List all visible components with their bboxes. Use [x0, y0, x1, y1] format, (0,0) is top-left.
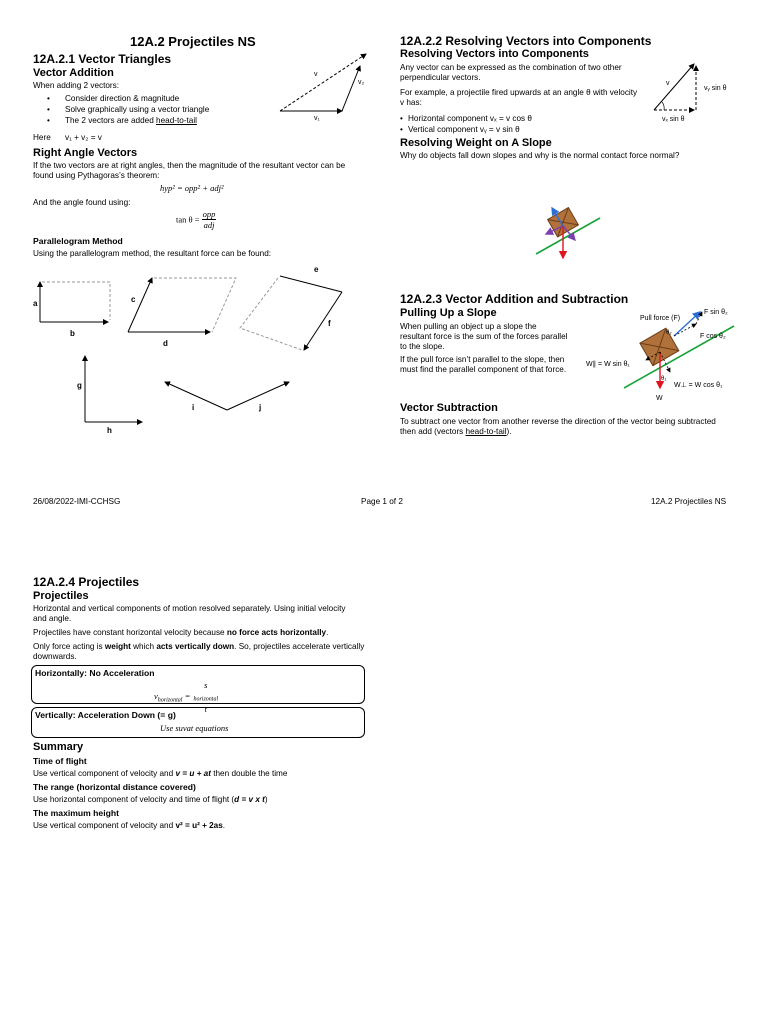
projectiles-text-1: Horizontal and vertical components of motion resolved separately. Using initial velocity and angle. — [33, 604, 346, 623]
label-v1: v₁ — [314, 115, 320, 122]
footer-date: 26/08/2022-IMI-CCHSG — [33, 497, 121, 506]
pulling-text-1: When pulling an object up a slope the resultant force is the sum of the forces parallel to the slope. — [400, 322, 568, 351]
svg-text:h: h — [107, 426, 112, 435]
svg-text:Pull force (F): Pull force (F) — [640, 315, 681, 322]
section-addition-subtraction-heading: 12A.2.3 Vector Addition and Subtraction — [400, 292, 629, 306]
parallelogram-figure — [30, 262, 370, 440]
parallelogram-heading: Parallelogram Method — [33, 236, 123, 246]
summary-item-text: Use vertical component of velocity and v² = u² + 2as. — [33, 821, 226, 830]
svg-text:v: v — [666, 80, 670, 87]
list-item: • Horizontal component vₓ = v cos θ — [400, 113, 640, 124]
svg-text:F sin θ₂: F sin θ₂ — [704, 309, 728, 316]
pull-force-figure — [584, 304, 760, 404]
label-v: v — [314, 71, 318, 78]
projectiles-text-3: Only force acting is weight which acts vertically down. So, projectiles accelerate vertically downwards. — [33, 642, 365, 661]
head-to-tail-link: head-to-tail — [465, 427, 507, 436]
svg-text:c: c — [131, 295, 136, 304]
svg-text:vᵧ sin θ: vᵧ sin θ — [704, 85, 727, 92]
svg-text:i: i — [192, 403, 195, 412]
svg-text:W⊥ = W cos θ₁: W⊥ = W cos θ₁ — [674, 382, 723, 389]
section-resolving-heading: 12A.2.2 Resolving Vectors into Components — [400, 34, 652, 48]
components-figure — [648, 60, 748, 126]
right-angle-vectors-heading: Right Angle Vectors — [33, 147, 138, 159]
svg-text:a: a — [33, 299, 38, 308]
pythagoras-equation: hyp² = opp² + adj² — [160, 183, 224, 193]
svg-text:d: d — [163, 339, 168, 348]
list-item: • Solve graphically using a vector triangle — [33, 104, 293, 115]
svg-text:g: g — [77, 381, 82, 390]
summary-heading: Summary — [33, 741, 84, 753]
components-list — [400, 113, 640, 135]
svg-text:e: e — [314, 265, 319, 274]
svg-text:θ₁: θ₁ — [661, 376, 667, 382]
svg-text:b: b — [70, 329, 75, 338]
vector-addition-intro: When adding 2 vectors: — [33, 81, 120, 90]
resolving-text-1: Any vector can be expressed as the combination of two other perpendicular vectors. — [400, 63, 622, 82]
svg-text:W∥ = W sin θ₁: W∥ = W sin θ₁ — [586, 361, 630, 368]
footer-page-number: Page 1 of 2 — [361, 497, 403, 506]
horizontal-box — [31, 665, 365, 714]
svg-text:W: W — [656, 395, 663, 402]
pulling-up-slope-heading: Pulling Up a Slope — [400, 307, 497, 319]
list-item: • Vertical component vᵧ = v sin θ — [400, 124, 640, 135]
summary-item-title: The range (horizontal distance covered) — [33, 782, 196, 792]
angle-text: And the angle found using: — [33, 198, 131, 207]
summary-item-title: The maximum height — [33, 808, 119, 818]
footer-title: 12A.2 Projectiles NS — [651, 497, 727, 506]
page-title: 12A.2 Projectiles NS — [130, 34, 256, 49]
vector-subtraction-heading: Vector Subtraction — [400, 402, 498, 414]
horizontal-velocity-equation: $v_{horizontal}$ = s $_{horizontal}$ t — [154, 680, 219, 714]
vector-v2 — [342, 66, 360, 111]
tan-equation: tan θ = $\frac{\text{opp}}{\text{adj}}$ — [176, 209, 216, 230]
horizontal-box-title: Horizontally: No Acceleration — [35, 668, 155, 678]
head-to-tail-link: head-to-tail — [156, 116, 197, 125]
vertical-box — [31, 707, 365, 738]
weight-on-slope-text: Why do objects fall down slopes and why is the normal contact force normal? — [400, 151, 680, 160]
svg-text:vₓ sin θ: vₓ sin θ — [662, 116, 685, 123]
section-vector-triangles-heading: 12A.2.1 Vector Triangles — [33, 52, 172, 66]
svg-text:f: f — [328, 319, 331, 328]
summary-item-title: Time of flight — [33, 756, 87, 766]
svg-text:θ₂: θ₂ — [666, 330, 672, 336]
weight-on-slope-heading: Resolving Weight on A Slope — [400, 137, 552, 149]
label-v2: v₂ — [358, 79, 365, 86]
parallelogram-text: Using the parallelogram method, the resultant force can be found: — [33, 249, 272, 258]
vector-subtraction-text: To subtract one vector from another reverse the direction of the vector being subtracted then add (vectors head-to-tail). — [400, 417, 716, 436]
here-label: Here — [33, 133, 51, 142]
vector-sum-equation: v₁ + v₂ = v — [65, 133, 102, 142]
projectiles-subheading: Projectiles — [33, 590, 89, 602]
resolving-subheading: Resolving Vectors into Components — [400, 48, 589, 60]
summary-item-text: Use vertical component of velocity and v = u + at then double the time — [33, 769, 288, 778]
right-angle-text: If the two vectors are at right angles, then the magnitude of the resultant vector can be found using Pythagoras’s theorem: — [33, 161, 346, 180]
vertical-box-title: Vertically: Acceleration Down (= g) — [35, 710, 176, 720]
vertical-equation: Use suvat equations — [160, 723, 229, 733]
vector-addition-list — [33, 93, 293, 126]
vector-triangle-figure — [276, 48, 376, 128]
slope-weight-figure — [530, 200, 606, 262]
vector-addition-heading: Vector Addition — [33, 67, 114, 79]
projectiles-text-2: Projectiles have constant horizontal velocity because no force acts horizontally. — [33, 628, 329, 637]
section-projectiles-heading: 12A.2.4 Projectiles — [33, 575, 140, 589]
svg-text:j: j — [259, 403, 262, 412]
list-item: • The 2 vectors are added head-to-tail — [33, 115, 293, 126]
pulling-text-2: If the pull force isn’t parallel to the slope, then must find the parallel component of that force. — [400, 355, 567, 374]
svg-text:F cos θ₂: F cos θ₂ — [700, 333, 726, 340]
summary-item-text: Use horizontal component of velocity and time of flight (d = v x t) — [33, 795, 268, 804]
resolving-text-2: For example, a projectile fired upwards at an angle θ with velocity v has: — [400, 88, 638, 107]
list-item: • Consider direction & magnitude — [33, 93, 293, 104]
